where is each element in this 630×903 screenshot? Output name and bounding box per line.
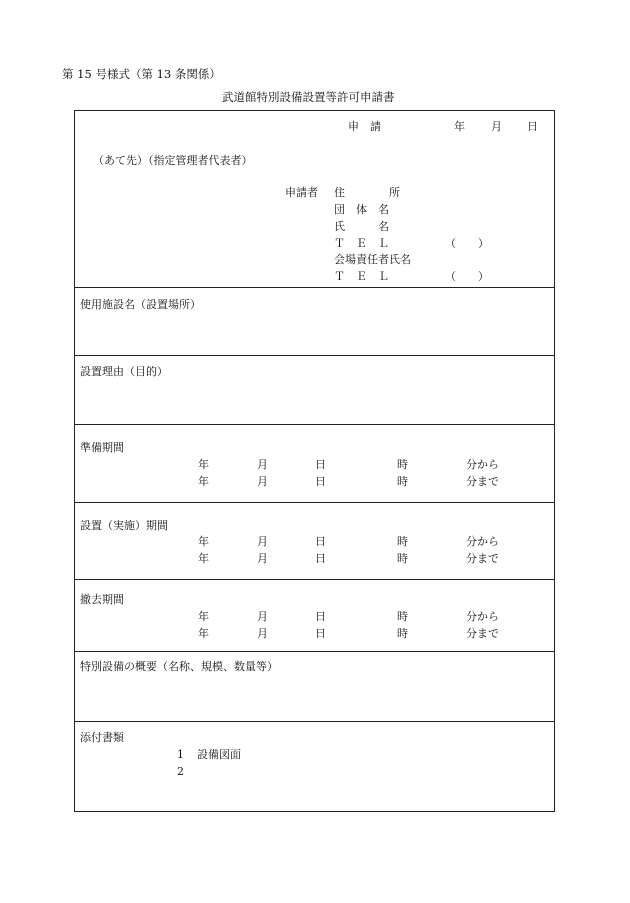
attachment-number-2: 2: [177, 765, 184, 778]
prep-from-minute: 分から: [466, 458, 499, 471]
tel-label: Ｔ Ｅ Ｌ: [334, 237, 389, 250]
attachment-number-1: 1: [177, 748, 184, 761]
removal-from-day: 日: [315, 610, 326, 623]
removal-from-hour: 時: [397, 610, 408, 623]
date-year-label: 年: [454, 120, 465, 133]
removal-to-year: 年: [198, 627, 209, 640]
install-to-year: 年: [198, 552, 209, 565]
divider: [74, 651, 555, 652]
divider: [74, 502, 555, 503]
prep-to-hour: 時: [397, 475, 408, 488]
removal-to-hour: 時: [397, 627, 408, 640]
removal-from-year: 年: [198, 610, 209, 623]
attachments-label: 添付書類: [80, 731, 124, 744]
divider: [74, 424, 555, 425]
removal-from-month: 月: [257, 610, 268, 623]
removal-to-minute: 分まで: [466, 627, 499, 640]
install-from-minute: 分から: [466, 535, 499, 548]
removal-from-minute: 分から: [466, 610, 499, 623]
prep-to-minute: 分まで: [466, 475, 499, 488]
form-title: 武道館特別設備設置等許可申請書: [222, 90, 395, 104]
tel2-paren: （ ）: [445, 270, 489, 283]
venue-manager-label: 会場責任者氏名: [334, 253, 411, 266]
tel-paren: （ ）: [445, 237, 489, 250]
overview-label: 特別設備の概要（名称、規模、数量等）: [80, 660, 278, 673]
form-number: 第 15 号様式（第 13 条関係）: [62, 67, 221, 81]
application-label: 申 請: [348, 120, 381, 133]
removal-period-label: 撤去期間: [80, 593, 124, 606]
install-from-year: 年: [198, 535, 209, 548]
group-name-label: 団 体 名: [334, 203, 389, 216]
attachment-item-1: 設備図面: [197, 748, 241, 761]
install-to-minute: 分まで: [466, 552, 499, 565]
prep-to-year: 年: [198, 475, 209, 488]
prep-from-hour: 時: [397, 458, 408, 471]
install-to-day: 日: [315, 552, 326, 565]
prep-to-day: 日: [315, 475, 326, 488]
tel2-label: Ｔ Ｅ Ｌ: [334, 270, 389, 283]
prep-from-day: 日: [315, 458, 326, 471]
applicant-label: 申請者: [285, 186, 318, 199]
install-period-label: 設置（実施）期間: [80, 519, 168, 532]
divider: [74, 355, 555, 356]
name-label: 氏 名: [334, 220, 389, 233]
addressee: （あて先）（指定管理者代表者）: [93, 154, 253, 167]
install-from-hour: 時: [397, 535, 408, 548]
date-day-label: 日: [527, 120, 538, 133]
date-month-label: 月: [491, 120, 502, 133]
install-to-hour: 時: [397, 552, 408, 565]
removal-to-month: 月: [257, 627, 268, 640]
removal-to-day: 日: [315, 627, 326, 640]
install-from-day: 日: [315, 535, 326, 548]
divider: [74, 579, 555, 580]
prep-from-month: 月: [257, 458, 268, 471]
prep-to-month: 月: [257, 475, 268, 488]
address-label: 住 所: [334, 186, 400, 199]
prep-period-label: 準備期間: [80, 441, 124, 454]
divider: [74, 287, 555, 288]
reason-label: 設置理由（目的）: [80, 365, 168, 378]
facility-label: 使用施設名（設置場所）: [80, 298, 201, 311]
install-to-month: 月: [257, 552, 268, 565]
install-from-month: 月: [257, 535, 268, 548]
divider: [74, 721, 555, 722]
prep-from-year: 年: [198, 458, 209, 471]
